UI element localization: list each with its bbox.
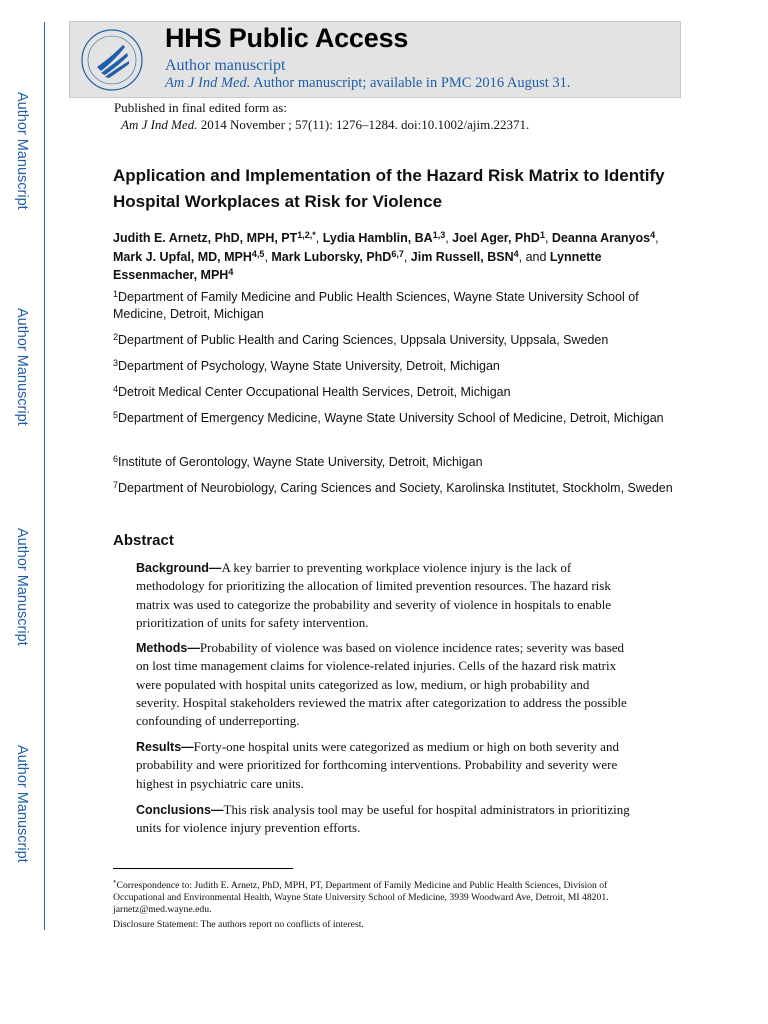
author-affiliation-sup: 1 (539, 230, 545, 240)
side-label-author-manuscript: Author Manuscript (14, 528, 30, 646)
journal-name: Am J Ind Med. (165, 75, 251, 91)
availability-line (165, 75, 571, 92)
author-name: Mark J. Upfal, MD, MPH (113, 249, 252, 264)
abstract-methods (136, 639, 636, 730)
affiliation-text: Department of Public Health and Caring Sciences, Uppsala University, Uppsala, Sweden (118, 333, 609, 347)
affiliation-text: Department of Psychology, Wayne State University, Detroit, Michigan (118, 359, 500, 373)
affiliation-text: Department of Family Medicine and Public Health Sciences, Wayne State University School of Medicine, Detroit, Michigan (113, 290, 639, 321)
author-affiliation-sup: 4 (513, 248, 519, 259)
author-manuscript-label: Author manuscript (165, 57, 286, 74)
affiliation-1 (113, 289, 673, 323)
journal-name: Am J Ind Med. (121, 117, 198, 132)
affiliation-text: Detroit Medical Center Occupational Health Services, Detroit, Michigan (118, 385, 511, 399)
affiliation-7 (113, 480, 673, 497)
section-text: A key barrier to preventing workplace violence injury is the lack of methodology for prioritizing the allocation of limited prevention resources. The hazard risk matrix was used to categorize the probability and severity of violence in hospitals to enable prioritization of units for safety intervention. (136, 560, 612, 630)
hhs-eagle-logo-icon (79, 27, 145, 93)
affiliation-number: 5 (113, 410, 119, 420)
article-title: Application and Implementation of the Hazard Risk Matrix to Identify Hospital Workplaces at Risk for Violence (113, 166, 665, 211)
author-affiliation-sup: 6,7 (391, 248, 404, 259)
footnote-marker: * (113, 879, 117, 887)
affiliation-number: 1 (113, 289, 119, 299)
author-name: Lynnette Essenmacher, MPH (113, 249, 602, 282)
author-name: Lydia Hamblin, BA (322, 231, 433, 245)
footnote-divider (113, 868, 293, 869)
affiliation-text: Institute of Gerontology, Wayne State University, Detroit, Michigan (118, 455, 483, 469)
correspondence-text: Correspondence to: Judith E. Arnetz, PhD, MPH, PT, Department of Family Medicine and Public Health Sciences, Division of Occupational and Environmental Health, Wayne State University School of Medicine, 3939 Woodward Ave, Detroit, MI 48201. jarnetz@med.wayne.edu. (113, 880, 609, 915)
affiliation-6 (113, 454, 673, 471)
author-name: Judith E. Arnetz, PhD, MPH, PT (113, 231, 298, 245)
affiliation-4 (113, 384, 673, 401)
author-affiliation-sup: 4 (650, 230, 656, 240)
author-list (113, 229, 673, 285)
correspondence-footnote (113, 880, 643, 915)
author-separator: , (655, 231, 659, 245)
side-label-author-manuscript: Author Manuscript (14, 308, 30, 426)
author-affiliation-sup: 1,3 (432, 230, 446, 240)
author-separator: , (315, 231, 323, 245)
affiliation-number: 4 (113, 384, 119, 394)
author-name: Mark Luborsky, PhD (271, 249, 392, 264)
section-label: Background— (136, 561, 222, 575)
published-label: Published in final edited form as: (114, 100, 287, 115)
author-affiliation-sup: 4,5 (251, 248, 265, 259)
affiliation-text: Department of Emergency Medicine, Wayne State University School of Medicine, Detroit, Michigan (118, 411, 664, 425)
author-name: Deanna Aranyos (551, 231, 651, 245)
author-affiliation-sup: 1,2,* (297, 230, 316, 240)
section-text: Probability of violence was based on violence incidence rates; severity was based on lost time management claims for violence-related injuries. Cells of the hazard risk matrix were populated with hospital units categorized as low, medium, or high probability and severity. Hospital stakeholders reviewed the matrix after categorization to address the possible confounding of underreporting. (136, 640, 627, 729)
affiliation-number: 6 (113, 454, 119, 464)
author-affiliation-sup: 4 (228, 267, 234, 277)
section-label: Results— (136, 740, 194, 754)
availability-text: Author manuscript; available in PMC 2016 August 31. (250, 75, 571, 91)
side-label-author-manuscript: Author Manuscript (14, 92, 30, 210)
author-separator: , (264, 249, 272, 264)
author-separator: , (445, 231, 453, 245)
side-label-author-manuscript: Author Manuscript (14, 745, 30, 863)
abstract-results (136, 738, 636, 793)
abstract-heading: Abstract (113, 532, 174, 549)
disclosure-statement: Disclosure Statement: The authors report no conflicts of interest. (113, 919, 364, 930)
section-label: Conclusions— (136, 803, 224, 817)
abstract-conclusions (136, 801, 636, 838)
section-label: Methods— (136, 641, 200, 655)
affiliation-number: 3 (113, 358, 119, 368)
citation-text: 2014 November ; 57(11): 1276–1284. doi:10.1002/ajim.22371. (197, 117, 530, 132)
affiliation-number: 2 (113, 332, 119, 342)
affiliation-2 (113, 332, 673, 349)
author-separator: , and (518, 249, 550, 264)
affiliation-number: 7 (113, 480, 119, 490)
hhs-public-access-title: HHS Public Access (165, 23, 409, 53)
left-margin-rule (44, 22, 45, 930)
abstract-background (136, 559, 636, 632)
author-separator: , (544, 231, 552, 245)
author-name: Jim Russell, BSN (410, 249, 514, 264)
affiliation-5 (113, 410, 673, 427)
author-name: Joel Ager, PhD (452, 231, 540, 245)
section-text: This risk analysis tool may be useful for hospital administrators in prioritizing units for violence injury prevention efforts. (136, 802, 630, 836)
citation-line (121, 117, 529, 133)
affiliation-text: Department of Neurobiology, Caring Sciences and Society, Karolinska Institutet, Stockholm, Sweden (118, 481, 673, 495)
affiliation-3 (113, 358, 673, 375)
author-separator: , (403, 249, 411, 264)
section-text: Forty-one hospital units were categorized as medium or high on both severity and probability and were prioritized for forthcoming interventions. Probability and severity were highest in psychiatric care units. (136, 739, 619, 791)
